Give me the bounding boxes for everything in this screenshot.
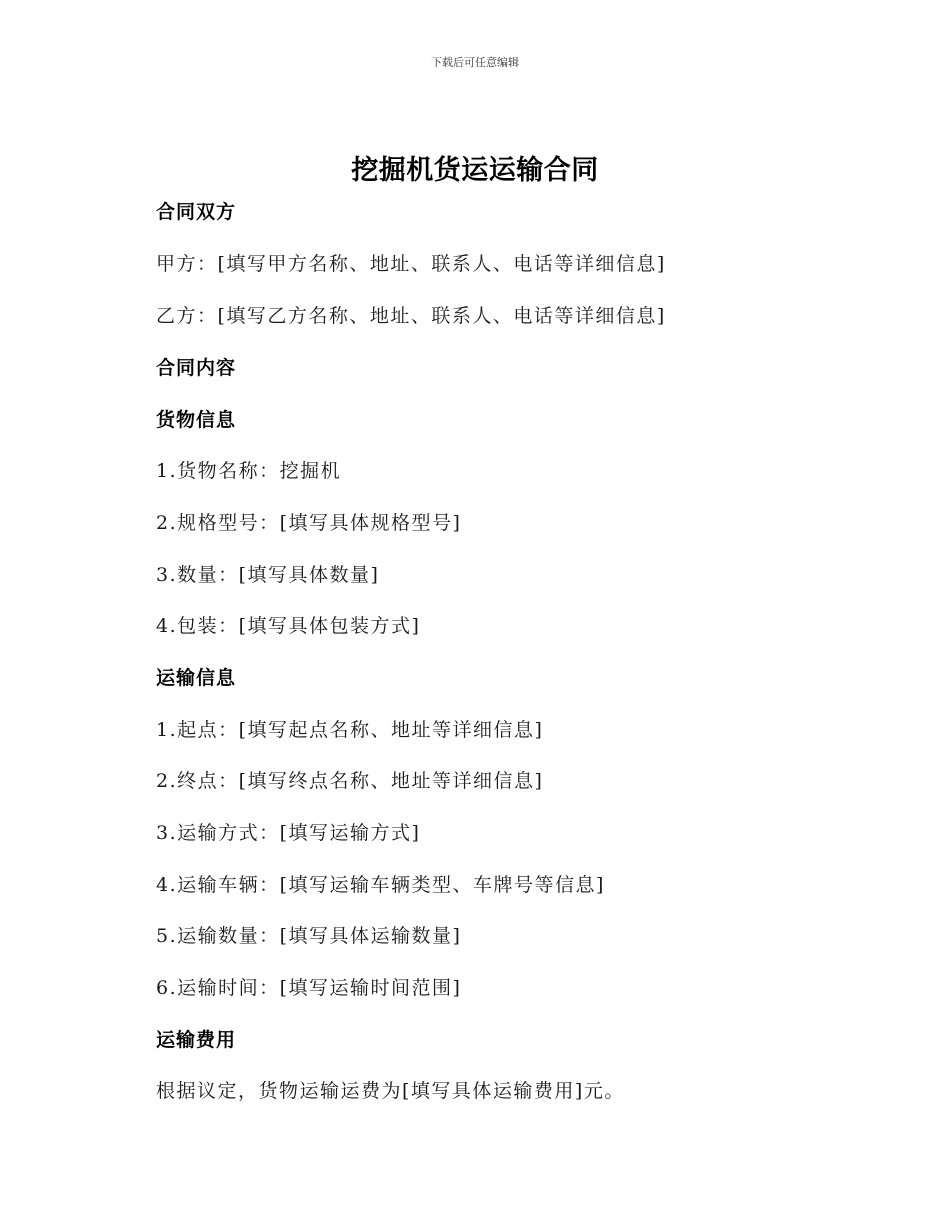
fee-heading: 运输费用 <box>156 1029 237 1051</box>
page-header: 下载后可任意编辑 <box>431 56 519 69</box>
transport-heading: 运输信息 <box>156 667 237 689</box>
goods-item: 1.货物名称：挖掘机 <box>156 460 342 482</box>
transport-item: 3.运输方式：[填写运输方式] <box>156 822 421 844</box>
transport-item: 1.起点：[填写起点名称、地址等详细信息] <box>156 719 544 741</box>
transport-item: 5.运输数量：[填写具体运输数量] <box>156 925 462 947</box>
party-a-line: 甲方：[填写甲方名称、地址、联系人、电话等详细信息] <box>156 253 666 275</box>
goods-item: 3.数量：[填写具体数量] <box>156 564 380 586</box>
transport-item: 2.终点：[填写终点名称、地址等详细信息] <box>156 770 544 792</box>
transport-item: 6.运输时间：[填写运输时间范围] <box>156 977 462 999</box>
goods-item: 4.包装：[填写具体包装方式] <box>156 615 421 637</box>
party-b-line: 乙方：[填写乙方名称、地址、联系人、电话等详细信息] <box>156 305 666 327</box>
fee-text: 根据议定，货物运输运费为[填写具体运输费用]元。 <box>156 1080 625 1102</box>
content-heading: 合同内容 <box>156 357 237 379</box>
parties-heading: 合同双方 <box>156 201 237 223</box>
transport-item: 4.运输车辆：[填写运输车辆类型、车牌号等信息] <box>156 874 605 896</box>
goods-item: 2.规格型号：[填写具体规格型号] <box>156 512 462 534</box>
goods-heading: 货物信息 <box>156 409 237 431</box>
document-title: 挖掘机货运运输合同 <box>351 155 599 186</box>
